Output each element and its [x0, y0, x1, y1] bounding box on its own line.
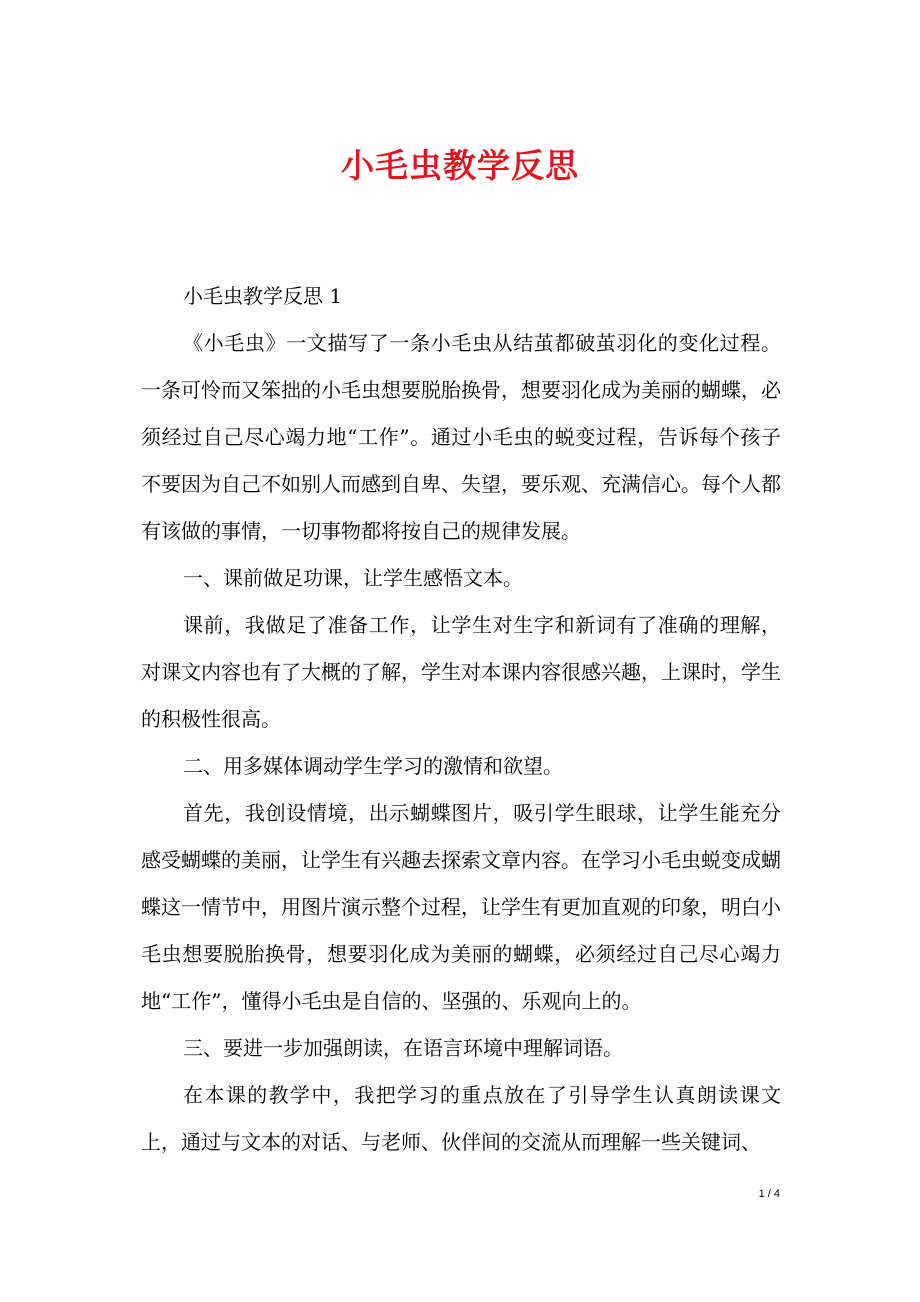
point-heading-2: 二、用多媒体调动学生学习的激情和欲望。: [183, 754, 563, 778]
paragraph-point-2: 首先，我创设情境，出示蝴蝶图片，吸引学生眼球，让学生能充分感受蝴蝶的美丽，让学生有兴趣去探索文章内容。在学习小毛虫蜕变成蝴蝶这一情节中，用图片演示整个过程，让学生有更加直观的印象，明白小毛虫想要脱胎换骨，想要羽化成为美丽的蝴蝶，必须经过自己尽心竭力地“工作”，懂得小毛虫是自信的、坚强的、乐观向上的。: [141, 801, 781, 1013]
paragraph-intro: 《小毛虫》一文描写了一条小毛虫从结茧都破茧羽化的变化过程。一条可怜而又笨拙的小毛虫想要脱胎换骨，想要羽化成为美丽的蝴蝶，必须经过自己尽心竭力地“工作”。通过小毛虫的蜕变过程，告诉每个孩子不要因为自己不如别人而感到自卑、失望，要乐观、充满信心。每个人都有该做的事情，一切事物都将按自己的规律发展。: [141, 331, 781, 543]
section-heading-1: 小毛虫教学反思 1: [183, 284, 343, 308]
point-heading-1: 一、课前做足功课，让学生感悟文本。: [183, 566, 523, 590]
paragraph-point-3: 在本课的教学中，我把学习的重点放在了引导学生认真朗读课文上，通过与文本的对话、与老师、伙伴间的交流从而理解一些关键词、: [141, 1083, 781, 1154]
paragraph-point-1: 课前，我做足了准备工作，让学生对生字和新词有了准确的理解，对课文内容也有了大概的了解，学生对本课内容很感兴趣，上课时，学生的积极性很高。: [141, 613, 781, 731]
page-number: 1 / 4: [758, 1188, 780, 1200]
point-heading-3: 三、要进一步加强朗读，在语言环境中理解词语。: [183, 1036, 623, 1060]
document-title: 小毛虫教学反思: [341, 146, 579, 185]
document-body: [141, 273, 781, 1166]
